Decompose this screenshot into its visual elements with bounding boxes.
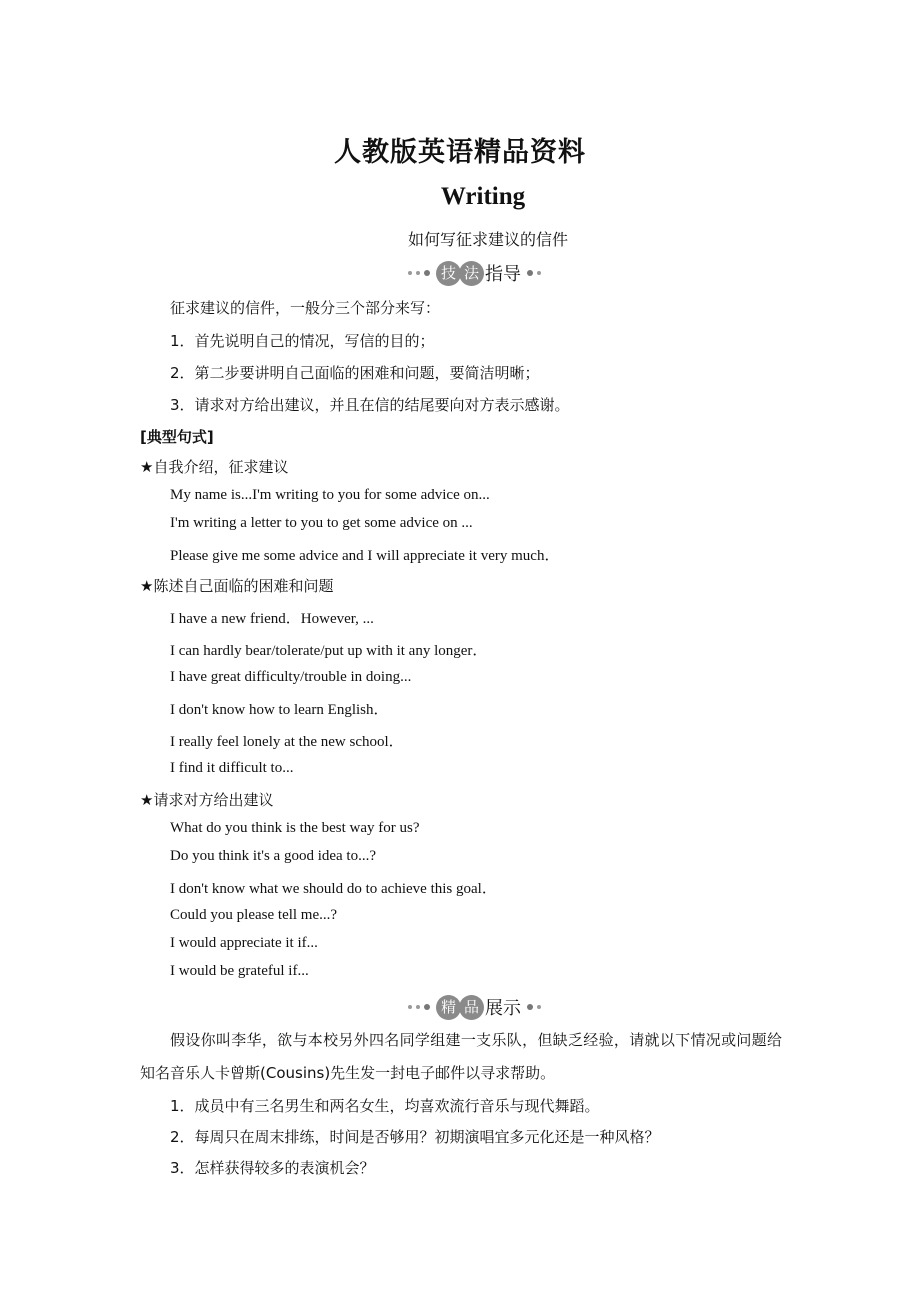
group-heading: ★陈述自己面临的困难和问题 [140, 577, 334, 595]
task-item: 2．每周只在周末排练，时间是否够用？初期演唱宜多元化还是一种风格？ [170, 1128, 660, 1146]
banner-label: 展示 [485, 998, 521, 1019]
dots-right-decoration [527, 270, 541, 276]
dots-left-decoration [408, 270, 430, 276]
pattern-line: I don't know how to learn English． [170, 702, 389, 718]
pattern-line: I don't know what we should do to achieve this goal． [170, 881, 497, 897]
task-paragraph: 假设你叫李华，欲与本校另外四名同学组建一支乐队，但缺乏经验，请就以下情况或问题给知名音乐人卡曾斯(Cousins)先生发一封电子邮件以寻求帮助。 [140, 1031, 782, 1082]
pattern-line: I have a new friend．However, ... [170, 611, 374, 627]
pattern-line: Could you please tell me...? [170, 907, 338, 923]
banner-label: 指导 [485, 264, 521, 285]
pattern-line: I would be grateful if... [170, 963, 309, 979]
banner-showcase [408, 994, 541, 1020]
pattern-line: What do you think is the best way for us? [170, 820, 420, 836]
task-item: 1．成员中有三名男生和两名女生，均喜欢流行音乐与现代舞蹈。 [170, 1097, 600, 1115]
pattern-line: I'm writing a letter to you to get some advice on ... [170, 515, 473, 531]
dots-right-decoration [527, 1004, 541, 1010]
pattern-line: Do you think it's a good idea to...? [170, 848, 377, 864]
dots-left-decoration [408, 1004, 430, 1010]
pattern-line: I really feel lonely at the new school． [170, 734, 404, 750]
intro-step: 1．首先说明自己的情况，写信的目的； [170, 332, 435, 350]
pill-char: 法 [459, 261, 484, 286]
group-heading: ★自我介绍，征求建议 [140, 458, 289, 476]
pill-char: 品 [459, 995, 484, 1020]
pattern-line: I can hardly bear/tolerate/put up with it any longer． [170, 643, 488, 659]
banner-pill [436, 261, 482, 286]
section-title: Writing [440, 183, 526, 210]
pattern-line: I would appreciate it if... [170, 935, 318, 951]
pattern-line: Please give me some advice and I will appreciate it very much． [170, 548, 560, 564]
section-subtitle: 如何写征求建议的信件 [407, 230, 568, 249]
pill-char: 精 [436, 995, 461, 1020]
banner-pill [436, 995, 482, 1020]
document-title: 人教版英语精品资料 [334, 137, 586, 168]
banner-technique-guide [408, 260, 541, 286]
pattern-line: I find it difficult to... [170, 760, 294, 776]
intro-step: 2．第二步要讲明自己面临的困难和问题，要简洁明晰； [170, 364, 540, 382]
patterns-heading: [典型句式] [140, 428, 214, 446]
intro-step: 3．请求对方给出建议，并且在信的结尾要向对方表示感谢。 [170, 396, 570, 414]
pattern-line: I have great difficulty/trouble in doing... [170, 669, 412, 685]
pattern-line: My name is...I'm writing to you for some advice on... [170, 487, 490, 503]
task-item: 3．怎样获得较多的表演机会？ [170, 1159, 375, 1177]
pill-char: 技 [436, 261, 461, 286]
group-heading: ★请求对方给出建议 [140, 791, 274, 809]
intro-lead: 征求建议的信件，一般分三个部分来写： [170, 299, 441, 317]
